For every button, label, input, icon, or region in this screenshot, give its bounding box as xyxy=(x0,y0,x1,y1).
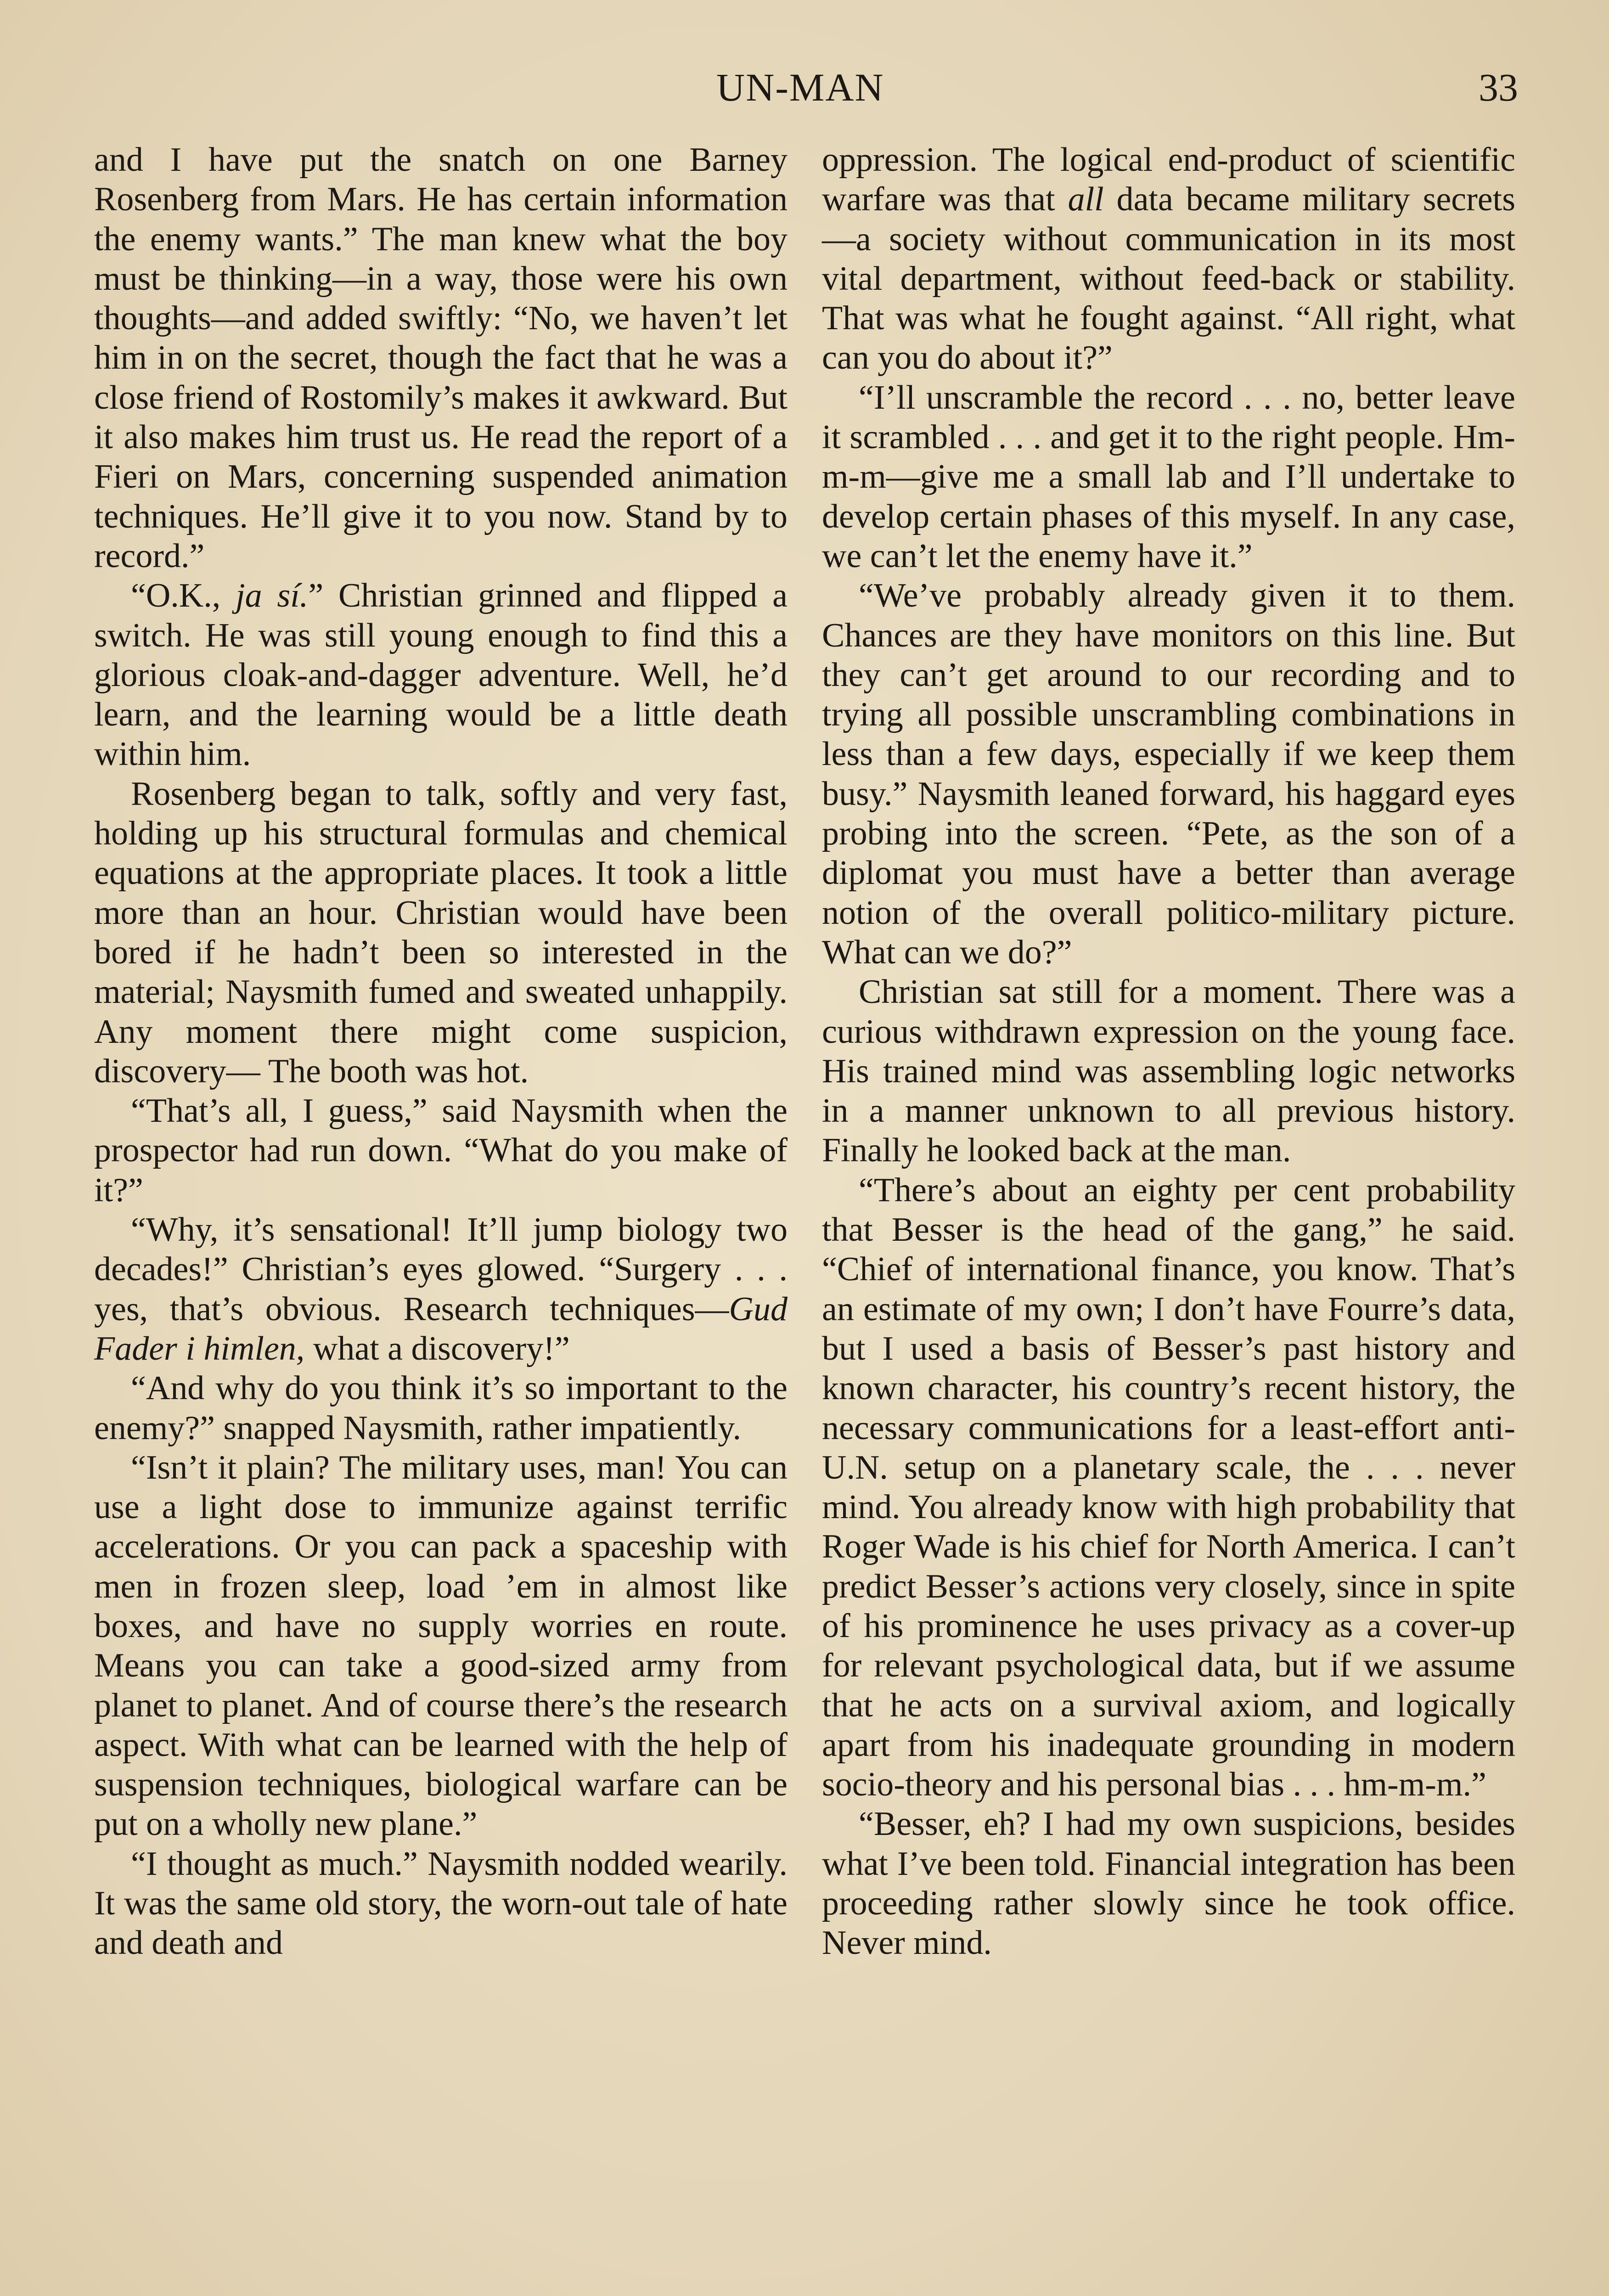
paragraph xyxy=(822,378,1515,576)
paragraph-text: “Besser, eh? I had my own suspicions, besides what I’ve been told. Financial integration has been proceeding rather slowly since he took office. Never mind. xyxy=(822,1805,1515,1962)
paragraph-text: “We’ve probably already given it to them. Chances are they have monitors on this line. But they can’t get around to our recording and to trying all possible unscrambling combinations in less than a few days, especially if we keep them busy.” Naysmith leaned forward, his haggard eyes probing into the screen. “Pete, as the son of a diplomat you must have a better than average notion of the overall politico-military picture. What can we do?” xyxy=(822,577,1515,971)
left-column xyxy=(94,140,788,1963)
paragraph-text: “There’s about an eighty per cent probability that Besser is the head of the gang,” he said. “Chief of international finance, you know. That’s an estimate of my own; I don’t have Fourre’s data, but I used a basis of Besser’s past history and known character, his country’s recent history, the necessary communications for a least-effort anti-U.N. setup on a planetary scale, the . . . never mind. You already know with high probability that Roger Wade is his chief for North America. I can’t predict Besser’s actions very closely, since in spite of his prominence he uses privacy as a cover-up for relevant psychological data, but if we assume that he acts on a survival axiom, and logically apart from his inadequate grounding in modern socio-theory and his personal bias . . . hm-m-m.” xyxy=(822,1171,1515,1804)
paragraph-text: ” Christian grinned and flipped a switch. He was still young enough to find this a glorious cloak-and-dagger adventure. Well, he’d learn, and the learning would be a little death within him. xyxy=(94,577,788,773)
paragraph-text: Christian sat still for a moment. There was a curious withdrawn expression on the young face. His trained mind was assembling logic networks in a manner unknown to all previous history. Finally he looked back at the man. xyxy=(822,973,1515,1170)
right-column xyxy=(822,140,1515,1963)
paragraph-text: and I have put the snatch on one Barney Rosenberg from Mars. He has certain information the enemy wants.” The man knew what the boy must be thinking—in a way, those were his own thoughts—and added swiftly: “No, we haven’t let him in on the secret, though the fact that he was a close friend of Rostomily’s makes it awkward. But it also makes him trust us. He read the report of a Fieri on Mars, concerning suspended animation techniques. He’ll give it to you now. Stand by to record.” xyxy=(94,141,788,575)
paragraph-text: “O.K., xyxy=(131,577,236,615)
paragraph-text: “Why, it’s sensational! It’ll jump biology two decades!” Christian’s eyes glowed. “Surgery . . . yes, that’s obvious. Research techniques— xyxy=(94,1211,788,1328)
page-number: 33 xyxy=(1479,65,1518,109)
paragraph xyxy=(822,1804,1515,1963)
paragraph xyxy=(94,1091,788,1210)
paragraph xyxy=(822,1171,1515,1805)
italic-text: all xyxy=(1068,180,1104,219)
paragraph xyxy=(822,576,1515,972)
italic-text: ja sí. xyxy=(236,577,309,615)
paragraph-text: Rosenberg began to talk, softly and very fast, holding up his structural formulas and chemical equations at the appropriate places. It took a little more than an hour. Christian would have been bored if he hadn’t been so interested in the material; Naysmith fumed and sweated unhappily. Any moment there might come suspicion, discovery— The booth was hot. xyxy=(94,775,788,1090)
paragraph xyxy=(94,1368,788,1448)
paragraph xyxy=(94,576,788,774)
paragraph-text: “I’ll unscramble the record . . . no, better leave it scrambled . . . and get it to the right people. Hm-m-m—give me a small lab and I’ll undertake to develop certain phases of this myself. In any case, we can’t let the enemy have it.” xyxy=(822,378,1515,575)
paragraph xyxy=(822,140,1515,378)
paragraph xyxy=(94,1210,788,1368)
paragraph xyxy=(822,972,1515,1170)
paragraph xyxy=(94,140,788,576)
paragraph-text: “I thought as much.” Naysmith nodded wearily. It was the same old story, the worn-out tale of hate and death and xyxy=(94,1845,788,1962)
paragraph xyxy=(94,1844,788,1963)
paragraph-text: oppression. The logical end-product of scientific warfare was that xyxy=(822,141,1515,219)
italic-text: Gud Fader i himlen, xyxy=(94,1290,788,1367)
paragraph-text: “Isn’t it plain? The military uses, man! You can use a light dose to immunize against terrific accelerations. Or you can pack a spaceship with men in frozen sleep, load ’em in almost like boxes, and have no supply worries en route. Means you can take a good-sized army from planet to planet. And of course there’s the research aspect. With what can be learned with the help of suspension techniques, biological warfare can be put on a wholly new plane.” xyxy=(94,1448,788,1843)
paragraph-text: what a discovery!” xyxy=(304,1329,570,1367)
paragraph-text: “That’s all, I guess,” said Naysmith when the prospector had run down. “What do you make of it?” xyxy=(94,1092,788,1209)
paragraph xyxy=(94,774,788,1091)
paragraph xyxy=(94,1448,788,1844)
running-title: UN-MAN xyxy=(716,65,884,109)
paragraph-text: “And why do you think it’s so important to the enemy?” snapped Naysmith, rather impatiently. xyxy=(94,1369,788,1447)
paragraph-text: data became military secrets—a society without communication in its most vital department, without feed-back or stability. That was what he fought against. “All right, what can you do about it?” xyxy=(822,180,1515,377)
